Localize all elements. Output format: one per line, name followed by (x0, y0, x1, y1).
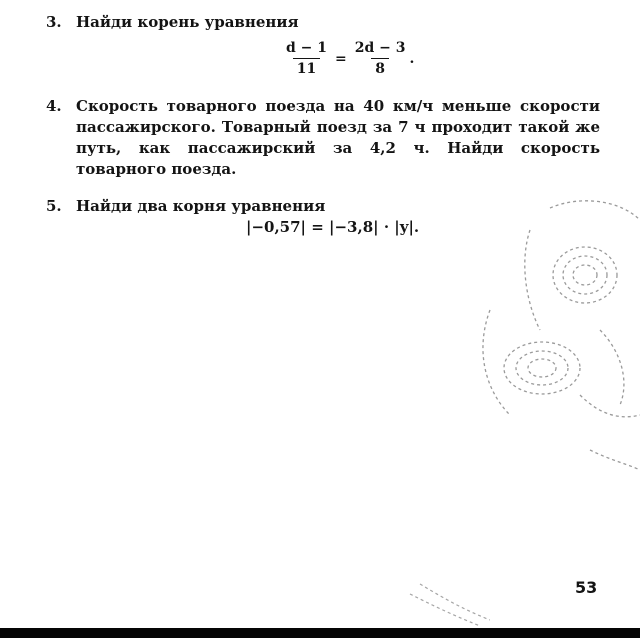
bottom-edge-bar (0, 628, 640, 638)
left-fraction (282, 40, 331, 77)
right-fraction (351, 40, 410, 77)
task-4-text: Скорость товарного поезда на 40 км/ч меньше скорости пассажирского. Товарный поезд за 7 ч проходит такой же путь, как пассажирский за 4,2 ч. Найди скорость товарного поезда. (76, 97, 600, 178)
right-numerator: 2d − 3 (354, 40, 406, 56)
task-3-equation (282, 40, 414, 77)
task-5-equation: |−0,57| = |−3,8| · |y|. (246, 218, 420, 236)
right-denominator: 8 (371, 58, 389, 77)
page-number: 53 (575, 578, 598, 597)
task-4-number: 4. (46, 97, 62, 115)
task-3-text: Найди корень уравнения (76, 13, 299, 31)
left-numerator: d − 1 (286, 40, 328, 56)
equation-period: . (409, 50, 415, 67)
task-5-number: 5. (46, 197, 62, 215)
decorative-corner-swirl (400, 574, 490, 628)
equals-sign: = (335, 50, 347, 67)
task-3-number: 3. (46, 13, 62, 31)
decorative-swirl-illustration (470, 190, 640, 480)
task-5-text: Найди два корня уравнения (76, 197, 326, 215)
left-denominator: 11 (293, 58, 320, 77)
